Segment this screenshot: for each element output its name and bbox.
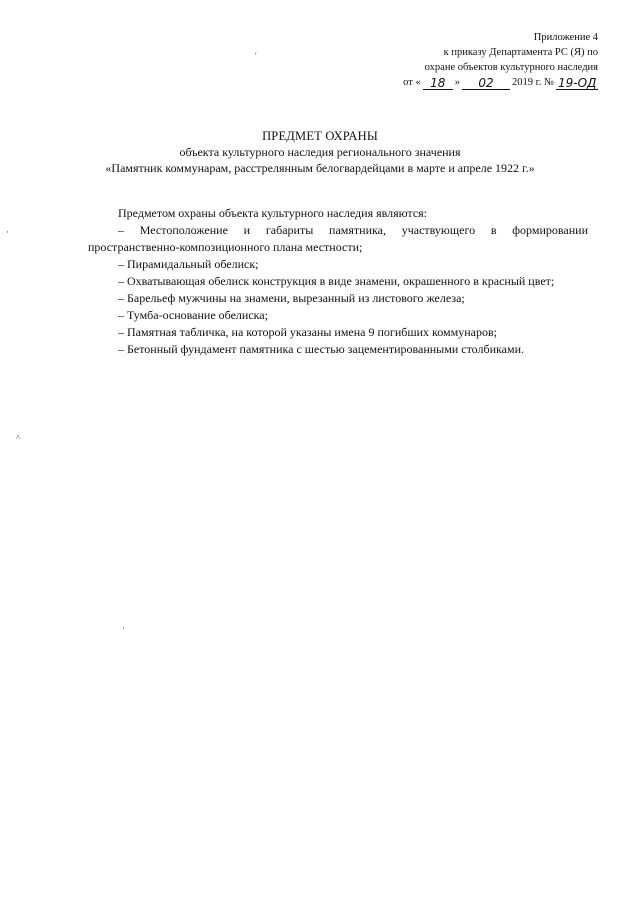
list-item: – Памятная табличка, на которой указаны имена 9 погибших коммунаров; <box>118 325 497 339</box>
appendix-department: охране объектов культурного наследия <box>424 62 598 73</box>
list-item: – Тумба-основание обелиска; <box>118 308 268 322</box>
appendix-label: Приложение 4 <box>533 32 598 43</box>
list-item: – Охватывающая обелиск конструкция в виде знамени, окрашенного в красный цвет; <box>118 274 555 288</box>
object-name: «Памятник коммунарам, расстрелянным белогвардейцами в марте и апреле 1922 г.» <box>105 161 535 175</box>
scan-speck: · <box>122 623 125 633</box>
date-prefix: от « <box>403 77 421 88</box>
list-item: – Местоположение и габариты памятника, участвующего в формировании пространственно-композиционного плана местности; <box>88 223 588 254</box>
appendix-order-ref: к приказу Департамента РС (Я) по <box>443 47 598 58</box>
order-number-handwritten: 19-ОД <box>558 76 597 90</box>
protection-subject-body <box>88 205 588 358</box>
page-subtitle: объекта культурного наследия регионального значения <box>179 145 461 159</box>
title-block <box>80 128 560 176</box>
page-title: ПРЕДМЕТ ОХРАНЫ <box>262 129 378 143</box>
list-item: – Барельеф мужчины на знамени, вырезанный из листового железа; <box>118 291 465 305</box>
list-item: – Бетонный фундамент памятника с шестью зацементированными столбиками. <box>118 342 525 356</box>
scan-speck: · <box>6 227 9 237</box>
date-day-handwritten: 18 <box>423 77 453 90</box>
scan-speck: ^ <box>16 433 21 443</box>
date-mid: » <box>454 77 460 88</box>
appendix-date-line <box>358 75 598 90</box>
date-month-handwritten: 02 <box>462 77 510 90</box>
scan-speck: ' <box>255 51 257 61</box>
list-item: – Пирамидальный обелиск; <box>118 257 259 271</box>
date-year: 2019 г. № <box>511 77 554 88</box>
appendix-header <box>358 30 598 90</box>
intro-paragraph: Предметом охраны объекта культурного наследия являются: <box>118 206 428 220</box>
